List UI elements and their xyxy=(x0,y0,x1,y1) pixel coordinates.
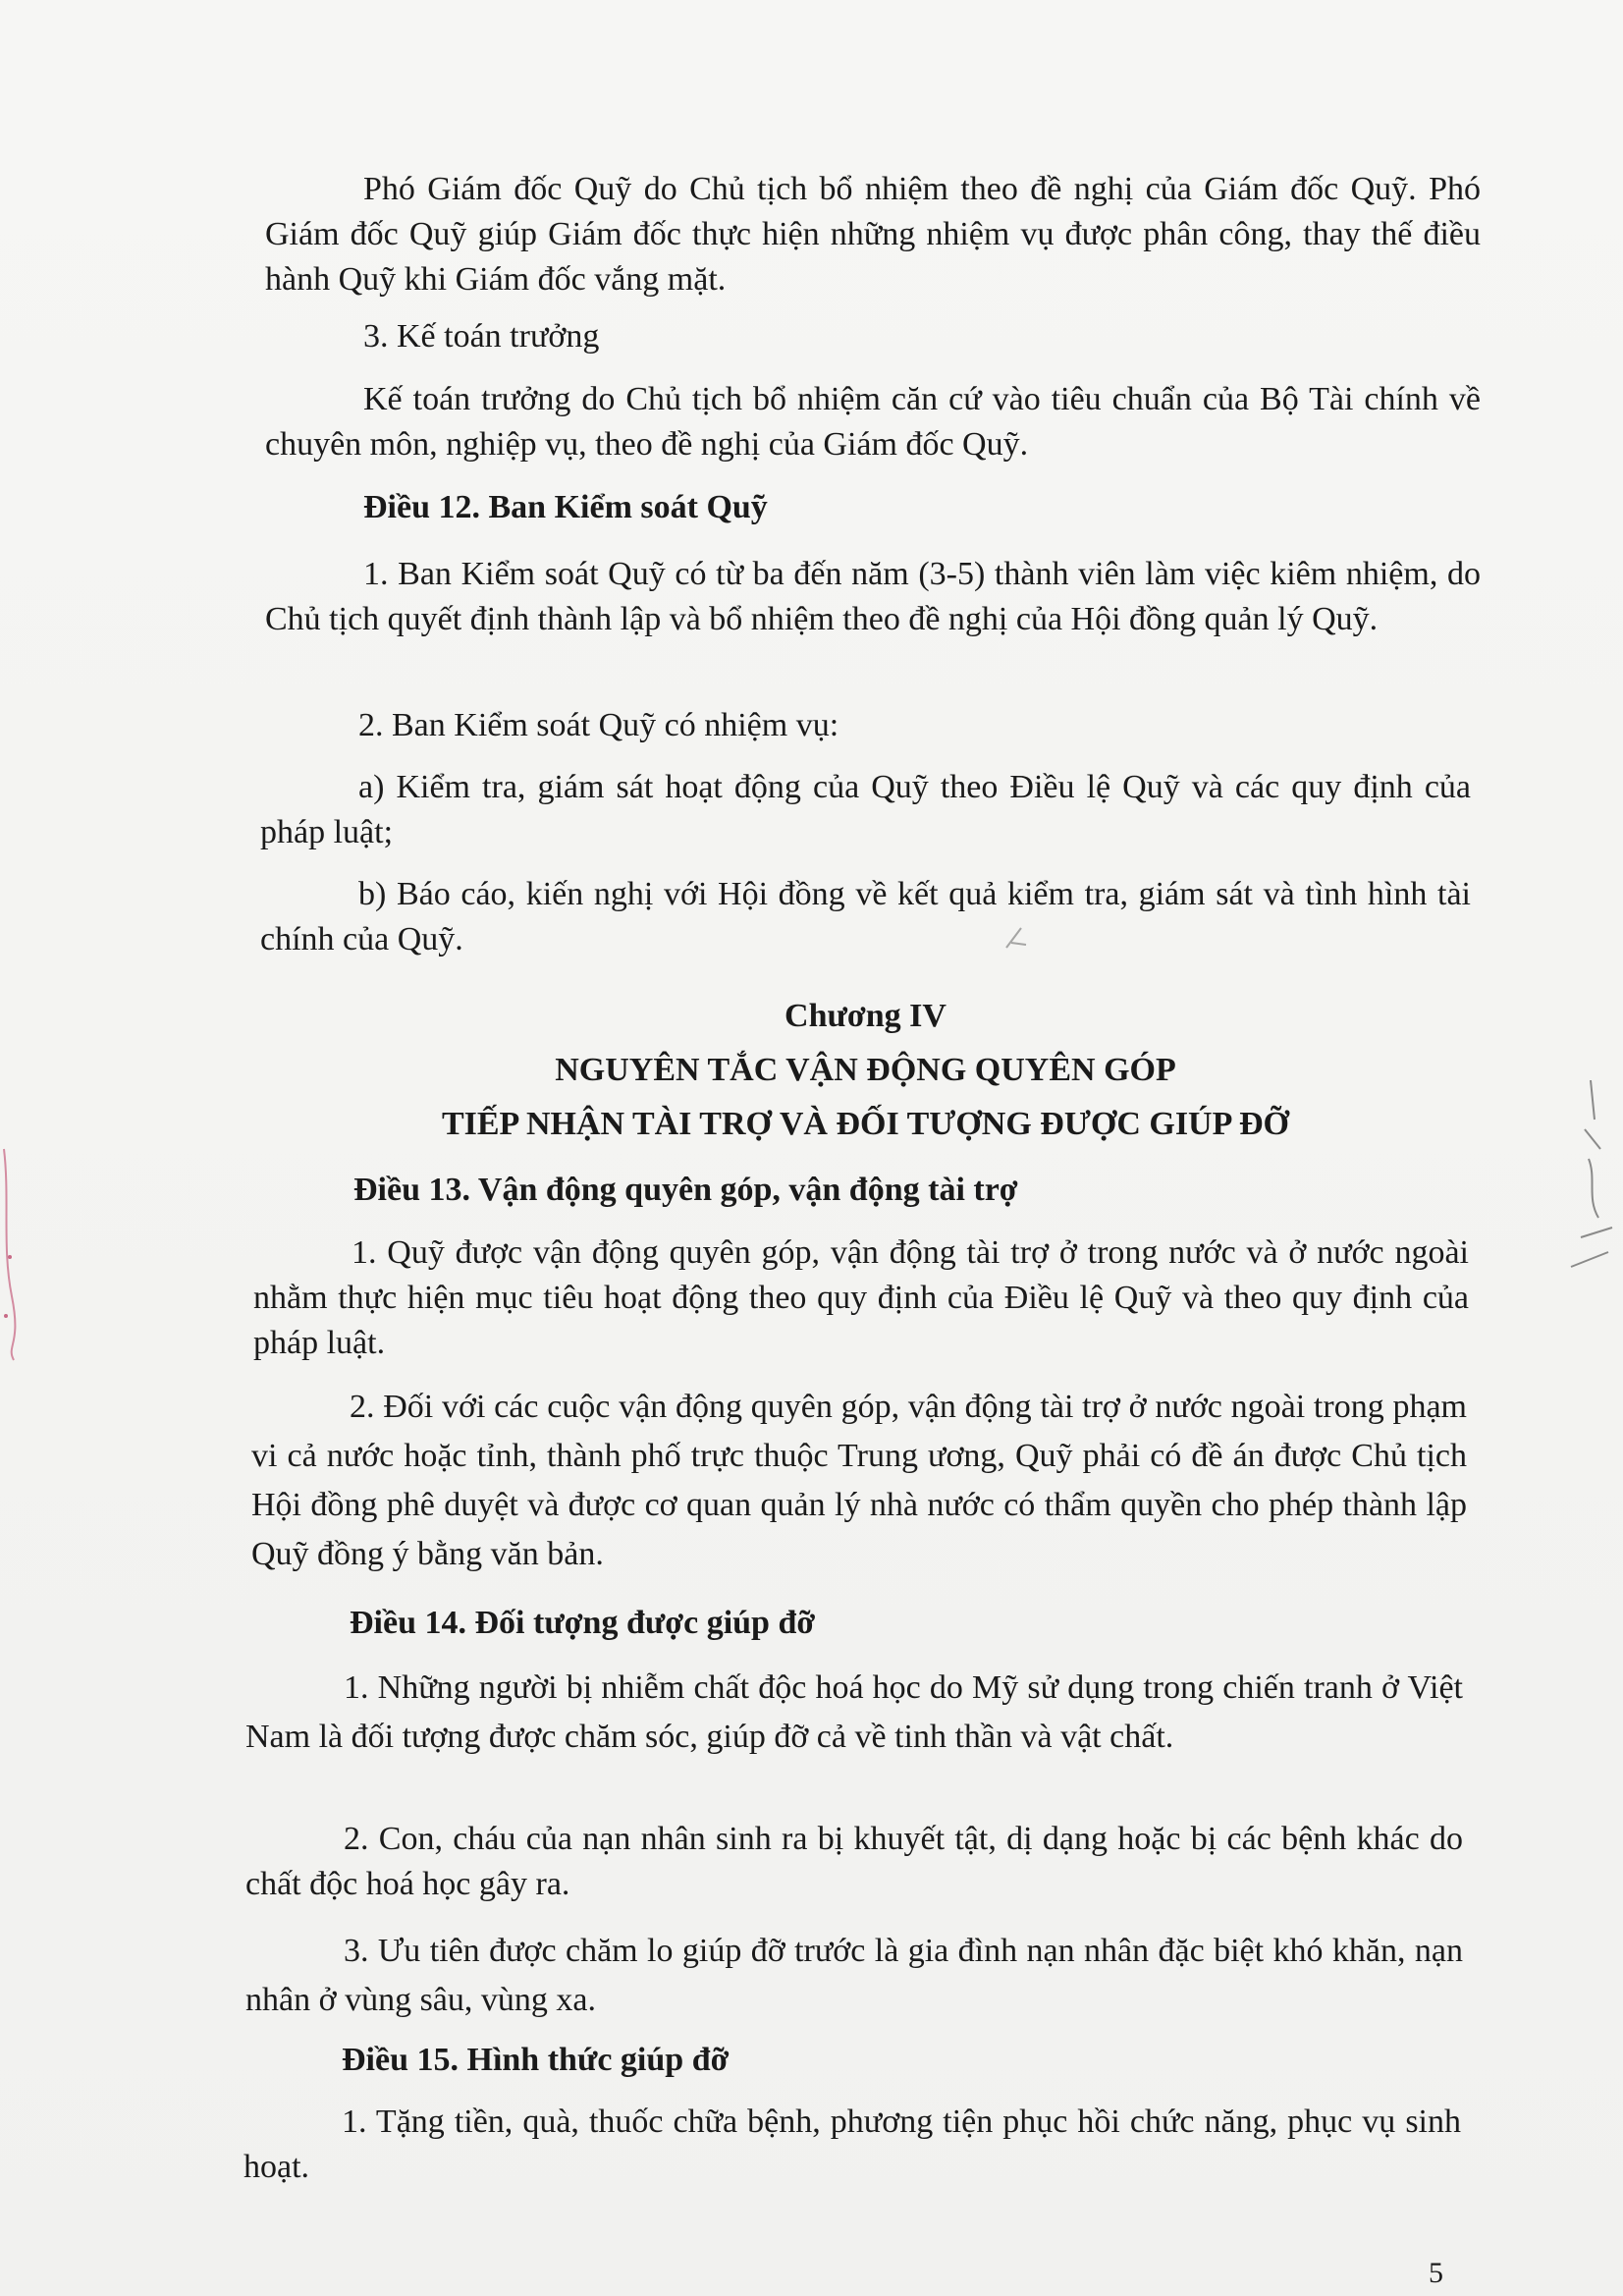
article-heading: Điều 14. Đối tượng được giúp đỡ xyxy=(350,1605,816,1641)
chapter-number: Chương IV xyxy=(784,998,947,1034)
paragraph: Kế toán trưởng do Chủ tịch bổ nhiệm căn cứ vào tiêu chuẩn của Bộ Tài chính về chuyên môn, nghiệp vụ, theo đề nghị của Giám đốc Quỹ. xyxy=(265,381,1481,463)
paragraph: 1. Tặng tiền, quà, thuốc chữa bệnh, phương tiện phục hồi chức năng, phục vụ sinh hoạt. xyxy=(243,2104,1461,2185)
scan-mark xyxy=(1561,1080,1620,1277)
paragraph: 2. Con, cháu của nạn nhân sinh ra bị khuyết tật, dị dạng hoặc bị các bệnh khác do chất độc hoá học gây ra. xyxy=(245,1821,1463,1902)
paragraph: 2. Ban Kiểm soát Quỹ có nhiệm vụ: xyxy=(358,707,839,743)
page-number: 5 xyxy=(1429,2257,1443,2289)
article-heading: Điều 13. Vận động quyên góp, vận động tài trợ xyxy=(353,1172,1018,1208)
article-heading: Điều 15. Hình thức giúp đỡ xyxy=(342,2042,730,2078)
paragraph: a) Kiểm tra, giám sát hoạt động của Quỹ theo Điều lệ Quỹ và các quy định của pháp luật; xyxy=(260,769,1471,850)
scan-mark xyxy=(1001,923,1031,953)
paragraph: Phó Giám đốc Quỹ do Chủ tịch bổ nhiệm theo đề nghị của Giám đốc Quỹ. Phó Giám đốc Quỹ giúp Giám đốc thực hiện những nhiệm vụ được phân công, thay thế điều hành Quỹ khi Giám đốc vắng mặt. xyxy=(265,171,1481,298)
paragraph: 1. Quỹ được vận động quyên góp, vận động tài trợ ở trong nước và ở nước ngoài nhằm thực hiện mục tiêu hoạt động theo quy định của Điều lệ Quỹ và theo quy định của pháp luật. xyxy=(253,1234,1469,1361)
paragraph: 3. Ưu tiên được chăm lo giúp đỡ trước là gia đình nạn nhân đặc biệt khó khăn, nạn nhân ở vùng sâu, vùng xa. xyxy=(245,1933,1463,2018)
paragraph: 1. Ban Kiểm soát Quỹ có từ ba đến năm (3-5) thành viên làm việc kiêm nhiệm, do Chủ tịch quyết định thành lập và bổ nhiệm theo đề nghị của Hội đồng quản lý Quỹ. xyxy=(265,556,1481,637)
paragraph: 3. Kế toán trưởng xyxy=(363,318,600,355)
paragraph: 1. Những người bị nhiễm chất độc hoá học do Mỹ sử dụng trong chiến tranh ở Việt Nam là đối tượng được chăm sóc, giúp đỡ cả về tinh thần và vật chất. xyxy=(245,1669,1463,1755)
paragraph: b) Báo cáo, kiến nghị với Hội đồng về kết quả kiểm tra, giám sát và tình hình tài chính của Quỹ. xyxy=(260,876,1471,957)
article-heading: Điều 12. Ban Kiểm soát Quỹ xyxy=(363,489,768,525)
scan-mark xyxy=(0,1139,29,1365)
chapter-title: TIẾP NHẬN TÀI TRỢ VÀ ĐỐI TƯỢNG ĐƯỢC GIÚP ĐỠ xyxy=(441,1106,1290,1142)
chapter-title: NGUYÊN TẮC VẬN ĐỘNG QUYÊN GÓP xyxy=(555,1052,1176,1088)
paragraph: 2. Đối với các cuộc vận động quyên góp, vận động tài trợ ở nước ngoài trong phạm vi cả nước hoặc tỉnh, thành phố trực thuộc Trung ương, Quỹ phải có đề án được Chủ tịch Hội đồng phê duyệt và được cơ quan quản lý nhà nước có thẩm quyền cho phép thành lập Quỹ đồng ý bằng văn bản. xyxy=(251,1389,1467,1572)
